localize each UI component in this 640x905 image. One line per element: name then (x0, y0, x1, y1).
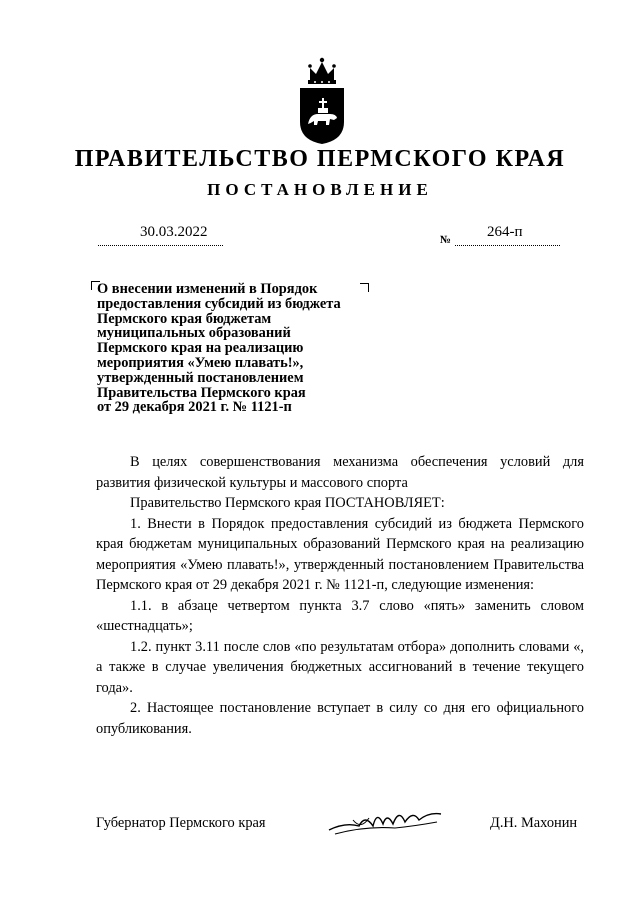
body-paragraph: В целях совершенствования механизма обеспечения условий для развития физической культуры и массового спорта (96, 454, 584, 491)
subject-line: Пермского края бюджетам (97, 310, 272, 327)
body-paragraph: 1. Внести в Порядок предоставления субсидий из бюджета Пермского края бюджетам муниципальных образований Пермского края на реализацию мероприятия «Умею плавать!», утвержденный постановлением Правительства Пермского края от 29 декабря 2021 г. № 1121-п, следующие изменения: (96, 515, 584, 593)
perm-krai-coat-of-arms-icon (290, 54, 354, 146)
subject-line: О внесении изменений в Порядок (97, 281, 318, 297)
body-paragraph: 2. Настоящее постановление вступает в силу со дня его официального опубликования. (96, 700, 584, 737)
body-paragraph: 1.2. пункт 3.11 после слов «по результатам отбора» дополнить словами «, а также в случае увеличения бюджетных ассигнований в течение текущего года». (96, 638, 584, 696)
subject-line: от 29 декабря 2021 г. № 1121-п (97, 399, 292, 416)
subject-line: муниципальных образований (97, 325, 291, 342)
document-subject (97, 282, 367, 415)
signatory-name: Д.Н. Махонин (490, 815, 578, 831)
organization-title: ПРАВИТЕЛЬСТВО ПЕРМСКОГО КРАЯ (74, 146, 566, 172)
body-paragraph: 1.1. в абзаце четвертом пункта 3.7 слово «пять» заменить словом «шестнадцать»; (96, 597, 584, 634)
document-number: 264-п (487, 224, 523, 240)
number-label: № (440, 234, 452, 246)
handwritten-signature (325, 800, 445, 840)
subject-line: Правительства Пермского края (97, 384, 306, 401)
number-underline (455, 245, 560, 246)
document-type: ПОСТАНОВЛЕНИЕ (207, 180, 433, 199)
document-body (96, 452, 584, 739)
subject-line: предоставления субсидий из бюджета (97, 295, 341, 312)
subject-line: Пермского края на реализацию (97, 340, 304, 357)
body-paragraph: Правительство Пермского края ПОСТАНОВЛЯЕТ: (130, 495, 445, 511)
date-underline (98, 245, 223, 246)
subject-line: утвержденный постановлением (97, 369, 304, 386)
document-date: 30.03.2022 (140, 224, 208, 240)
signatory-title: Губернатор Пермского края (96, 815, 266, 831)
subject-line: мероприятия «Умею плавать!», (97, 354, 304, 371)
